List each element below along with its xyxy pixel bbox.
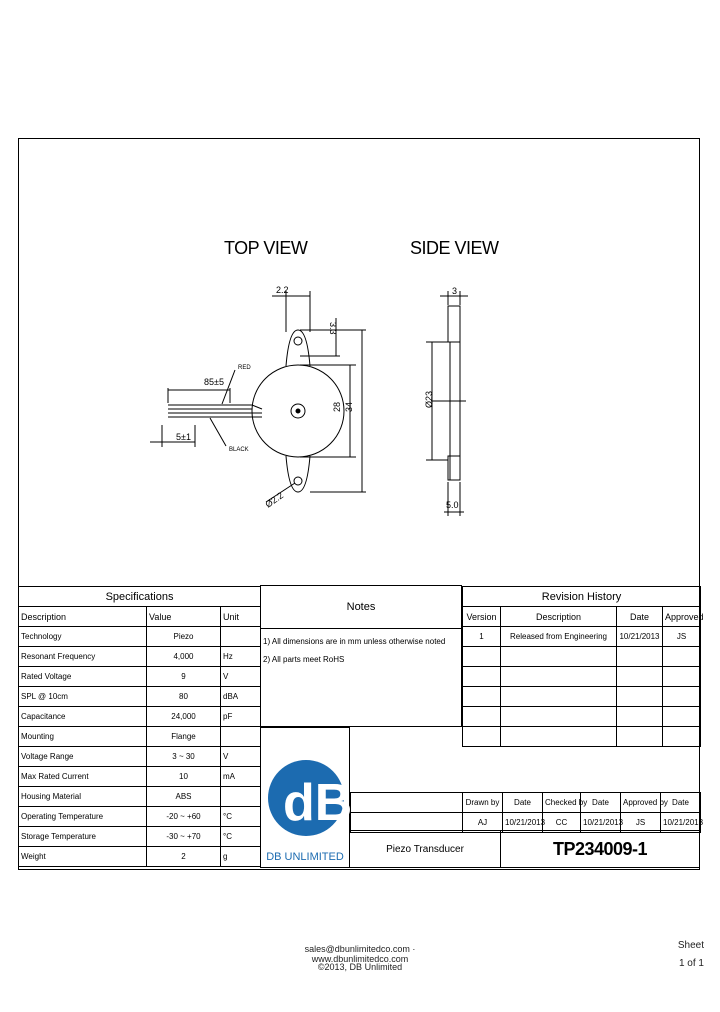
- spec-description: Technology: [19, 627, 147, 647]
- top-view-title: TOP VIEW: [224, 238, 308, 258]
- specifications-table: [18, 586, 261, 867]
- spec-row: [19, 827, 261, 847]
- dim-hole: Ø2.2: [263, 490, 286, 510]
- date-label-3: Date: [661, 793, 701, 813]
- spec-col-unit: Unit: [221, 607, 261, 627]
- spec-value: 80: [147, 687, 221, 707]
- spec-col-value: Value: [147, 607, 221, 627]
- spec-unit: pF: [221, 707, 261, 727]
- spec-unit: dBA: [221, 687, 261, 707]
- dim-top-width: 2.2: [276, 285, 289, 295]
- spec-unit: [221, 627, 261, 647]
- footer-contact: sales@dbunlimitedco.com · www.dbunlimitedco.com: [304, 944, 416, 964]
- dim-side-dia: Ø23: [424, 390, 434, 408]
- side-tab-top: [448, 306, 460, 342]
- label-black: BLACK: [229, 447, 249, 453]
- revision-table: [462, 586, 704, 747]
- spec-row: [19, 667, 261, 687]
- spec-value: 9: [147, 667, 221, 687]
- spec-description: Voltage Range: [19, 747, 147, 767]
- spec-description: Housing Material: [19, 787, 147, 807]
- notes-title: Notes: [261, 586, 461, 629]
- spec-unit: [221, 787, 261, 807]
- spec-unit: °C: [221, 807, 261, 827]
- spec-row: [19, 727, 261, 747]
- spec-value: ABS: [147, 787, 221, 807]
- spec-row: [19, 787, 261, 807]
- sheet-value: 1 of 1: [678, 958, 704, 969]
- spec-value: 10: [147, 767, 221, 787]
- spec-row: [19, 707, 261, 727]
- part-number: TP234009-1: [552, 838, 648, 859]
- dim-lead-length: 85±5: [204, 377, 224, 387]
- label-red: RED: [238, 365, 251, 371]
- note-item: 2) All parts meet RoHS: [263, 655, 345, 664]
- checked-by-label: Checked by: [543, 793, 581, 813]
- spec-col-description: Description: [19, 607, 147, 627]
- spec-description: Rated Voltage: [19, 667, 147, 687]
- rev-date: 10/21/2013: [617, 627, 663, 647]
- spec-row: [19, 767, 261, 787]
- note-item: 1) All dimensions are in mm unless otherwise noted: [263, 637, 446, 646]
- logo-panel: [260, 727, 353, 868]
- spec-value: -30 ~ +70: [147, 827, 221, 847]
- spec-description: Storage Temperature: [19, 827, 147, 847]
- notes-panel: [260, 585, 462, 727]
- spec-description: Max Rated Current: [19, 767, 147, 787]
- mounting-hole-bottom: [294, 477, 302, 485]
- date-label-2: Date: [581, 793, 621, 813]
- spec-unit: mA: [221, 767, 261, 787]
- svg-text:dB: dB: [283, 774, 353, 832]
- spec-value: 2: [147, 847, 221, 867]
- sheet-label: Sheet: [677, 940, 704, 951]
- spec-unit: Hz: [221, 647, 261, 667]
- spec-description: Resonant Frequency: [19, 647, 147, 667]
- spec-description: SPL @ 10cm: [19, 687, 147, 707]
- dim-28: 28: [332, 401, 342, 412]
- spec-row: [19, 747, 261, 767]
- title-block: [350, 830, 700, 868]
- revision-title: Revision History: [463, 587, 701, 607]
- side-body: [450, 342, 460, 480]
- spec-description: Mounting: [19, 727, 147, 747]
- rev-col-description: Description: [501, 607, 617, 627]
- rev-col-version: Version: [463, 607, 501, 627]
- spec-unit: °C: [221, 827, 261, 847]
- drawn-by-value: AJ: [463, 813, 503, 833]
- spec-unit: g: [221, 847, 261, 867]
- spec-value: 4,000: [147, 647, 221, 667]
- footer-copyright: ©2013, DB Unlimited: [317, 962, 403, 972]
- rev-version: 1: [463, 627, 501, 647]
- dim-side-top: 3: [452, 286, 458, 296]
- date-value-1: 10/21/2013: [503, 813, 543, 833]
- spec-description: Operating Temperature: [19, 807, 147, 827]
- spec-unit: [221, 727, 261, 747]
- spec-title: Specifications: [19, 587, 261, 607]
- drawn-by-label: Drawn by: [463, 793, 503, 813]
- dim-top-height: 3.3: [328, 322, 338, 335]
- dim-strip: 5±1: [176, 432, 191, 442]
- rev-description: Released from Engineering: [501, 627, 617, 647]
- db-logo-icon: [261, 728, 353, 867]
- spec-unit: V: [221, 667, 261, 687]
- logo-text: DB UNLIMITED: [266, 851, 344, 863]
- rev-col-approved: Approved: [663, 607, 701, 627]
- spec-row: [19, 627, 261, 647]
- signoff-table: [350, 792, 704, 833]
- date-label-1: Date: [503, 793, 543, 813]
- checked-by-value: CC: [543, 813, 581, 833]
- mounting-tab-top: [286, 330, 310, 366]
- product-name: Piezo Transducer: [350, 831, 501, 867]
- dim-34: 34: [344, 401, 354, 412]
- spec-value: Piezo: [147, 627, 221, 647]
- spec-value: -20 ~ +60: [147, 807, 221, 827]
- spec-row: [19, 847, 261, 867]
- side-view-title: SIDE VIEW: [410, 238, 499, 258]
- approved-by-label: Approved by: [621, 793, 661, 813]
- rev-approved: JS: [663, 627, 701, 647]
- spec-row: [19, 687, 261, 707]
- spec-description: Capacitance: [19, 707, 147, 727]
- dim-side-bottom: 5.0: [446, 500, 459, 510]
- date-value-2: 10/21/2013: [581, 813, 621, 833]
- mounting-hole-top: [294, 337, 302, 345]
- spec-row: [19, 647, 261, 667]
- spec-value: 24,000: [147, 707, 221, 727]
- spec-value: 3 ~ 30: [147, 747, 221, 767]
- spec-unit: V: [221, 747, 261, 767]
- approved-by-value: JS: [621, 813, 661, 833]
- spec-value: Flange: [147, 727, 221, 747]
- date-value-3: 10/21/2013: [661, 813, 701, 833]
- rev-col-date: Date: [617, 607, 663, 627]
- spec-row: [19, 807, 261, 827]
- spec-description: Weight: [19, 847, 147, 867]
